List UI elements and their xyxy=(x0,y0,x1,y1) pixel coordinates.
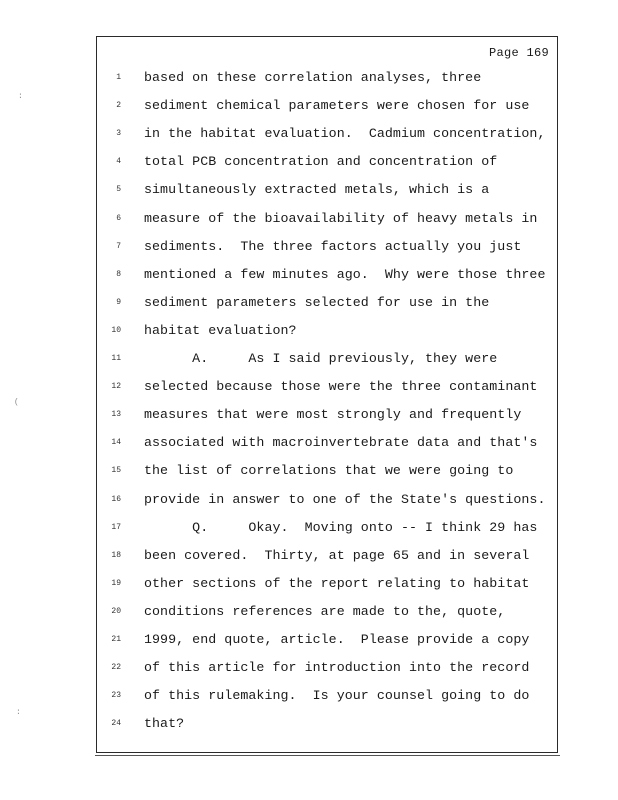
line-number: 24 xyxy=(111,719,121,729)
transcript-line xyxy=(97,548,557,566)
transcript-line xyxy=(97,604,557,622)
line-number: 21 xyxy=(111,635,121,644)
line-number: 18 xyxy=(111,550,121,560)
line-number: 19 xyxy=(111,578,121,588)
line-text: measures that were most strongly and frequently xyxy=(144,407,522,423)
transcript-line xyxy=(97,323,557,341)
line-text: of this rulemaking. Is your counsel going to do xyxy=(144,688,530,704)
transcript-line xyxy=(97,351,557,369)
line-text: that? xyxy=(144,716,185,732)
line-text: other sections of the report relating to habitat xyxy=(144,575,530,591)
line-number: 22 xyxy=(111,663,121,673)
line-number: 5 xyxy=(116,185,121,195)
line-number: 17 xyxy=(111,522,121,532)
line-text: total PCB concentration and concentration of xyxy=(144,154,498,170)
transcript-page xyxy=(96,36,558,753)
transcript-line xyxy=(97,716,557,734)
scan-speck: ( xyxy=(14,398,19,407)
line-text: simultaneously extracted metals, which is a xyxy=(144,182,490,198)
transcript-line xyxy=(97,70,557,88)
line-text: conditions references are made to the, quote, xyxy=(144,603,506,619)
line-text: mentioned a few minutes ago. Why were those three xyxy=(144,266,546,282)
transcript-line xyxy=(97,295,557,313)
line-number: 16 xyxy=(111,494,121,504)
transcript-line xyxy=(97,520,557,538)
transcript-line xyxy=(97,239,557,257)
transcript-line xyxy=(97,492,557,510)
line-number: 2 xyxy=(116,101,121,111)
scan-speck: : xyxy=(18,92,23,101)
line-number: 7 xyxy=(116,241,121,251)
transcript-line xyxy=(97,126,557,144)
line-text: based on these correlation analyses, three xyxy=(144,70,482,85)
line-number: 4 xyxy=(116,157,121,167)
transcript-line xyxy=(97,576,557,594)
line-text: Q. Okay. Moving onto -- I think 29 has xyxy=(144,519,538,535)
transcript-line xyxy=(97,98,557,116)
transcript-line xyxy=(97,632,557,650)
line-number: 23 xyxy=(111,691,121,701)
line-text: been covered. Thirty, at page 65 and in several xyxy=(144,547,530,563)
line-text: sediment chemical parameters were chosen for use xyxy=(144,98,530,114)
line-number: 6 xyxy=(116,213,121,223)
page-number: Page 169 xyxy=(488,46,549,60)
transcript-line xyxy=(97,154,557,172)
line-text: habitat evaluation? xyxy=(144,322,297,338)
line-text: A. As I said previously, they were xyxy=(144,351,498,366)
transcript-line xyxy=(97,435,557,453)
line-text: 1999, end quote, article. Please provide a copy xyxy=(144,632,530,647)
line-number: 15 xyxy=(111,466,121,476)
line-number: 1 xyxy=(116,73,121,82)
line-text: measure of the bioavailability of heavy metals in xyxy=(144,210,538,226)
line-number: 9 xyxy=(116,297,121,307)
transcript-line xyxy=(97,267,557,285)
line-number: 8 xyxy=(116,269,121,279)
line-number: 3 xyxy=(116,129,121,139)
line-text: provide in answer to one of the State's questions. xyxy=(144,491,546,507)
transcript-line xyxy=(97,379,557,397)
line-text: sediments. The three factors actually you just xyxy=(144,238,522,254)
line-number: 11 xyxy=(111,354,121,363)
line-text: sediment parameters selected for use in the xyxy=(144,294,490,310)
line-number: 14 xyxy=(111,438,121,448)
transcript-line xyxy=(97,688,557,706)
line-text: selected because those were the three contaminant xyxy=(144,379,538,395)
transcript-line xyxy=(97,463,557,481)
line-number: 20 xyxy=(111,606,121,616)
line-text: of this article for introduction into the record xyxy=(144,660,530,676)
scan-speck: : xyxy=(16,708,21,717)
line-text: associated with macroinvertebrate data and that's xyxy=(144,435,538,451)
transcript-line xyxy=(97,211,557,229)
line-text: the list of correlations that we were going to xyxy=(144,463,514,479)
line-number: 13 xyxy=(111,410,121,420)
line-number: 10 xyxy=(111,325,121,335)
transcript-line xyxy=(97,407,557,425)
line-number: 12 xyxy=(111,382,121,392)
line-text: in the habitat evaluation. Cadmium concentration, xyxy=(144,126,546,142)
transcript-line xyxy=(97,660,557,678)
transcript-line xyxy=(97,182,557,200)
